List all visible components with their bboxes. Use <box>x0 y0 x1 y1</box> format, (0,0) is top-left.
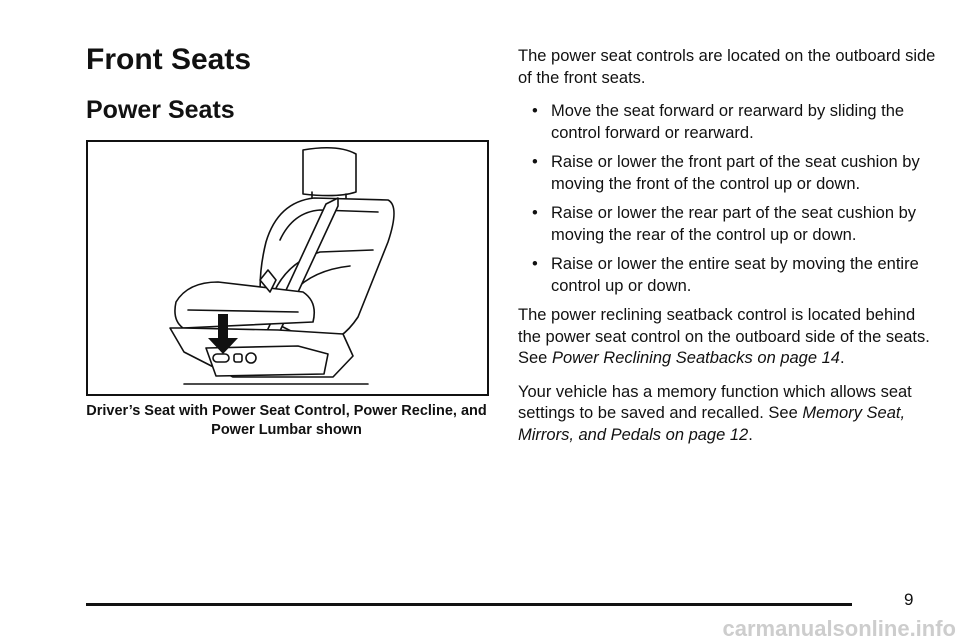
recline-paragraph: The power reclining seatback control is located behind the power seat control on the outboard side of the seats. See Power Reclining Seatbacks on page 14. <box>518 305 938 370</box>
figure-caption: Driver’s Seat with Power Seat Control, Power Recline, and Power Lumbar shown <box>86 402 487 440</box>
memory-paragraph: Your vehicle has a memory function which allows seat settings to be saved and recalled. See Memory Seat, Mirrors, and Pedals on page 12. <box>518 382 938 447</box>
recline-page-reference[interactable]: Power Reclining Seatbacks on page 14 <box>552 349 840 367</box>
seat-illustration <box>86 140 489 396</box>
watermark: carmanualsonline.info <box>719 618 960 640</box>
list-item: • Move the seat forward or rearward by sliding the control forward or rearward. <box>518 101 938 144</box>
page-title: Front Seats <box>86 40 251 80</box>
page-number: 9 <box>904 590 913 610</box>
memory-page-reference[interactable]: Memory Seat, Mirrors, and Pedals on page 12 <box>518 404 905 444</box>
body-column <box>518 46 938 458</box>
adjustment-list <box>518 101 938 297</box>
footer-rule <box>86 603 852 606</box>
list-item: • Raise or lower the entire seat by moving the entire control up or down. <box>518 254 938 297</box>
list-item: • Raise or lower the rear part of the seat cushion by moving the rear of the control up or down. <box>518 203 938 246</box>
list-item: • Raise or lower the front part of the seat cushion by moving the front of the control up or down. <box>518 152 938 195</box>
section-heading: Power Seats <box>86 94 235 126</box>
intro-paragraph: The power seat controls are located on the outboard side of the front seats. <box>518 46 938 89</box>
